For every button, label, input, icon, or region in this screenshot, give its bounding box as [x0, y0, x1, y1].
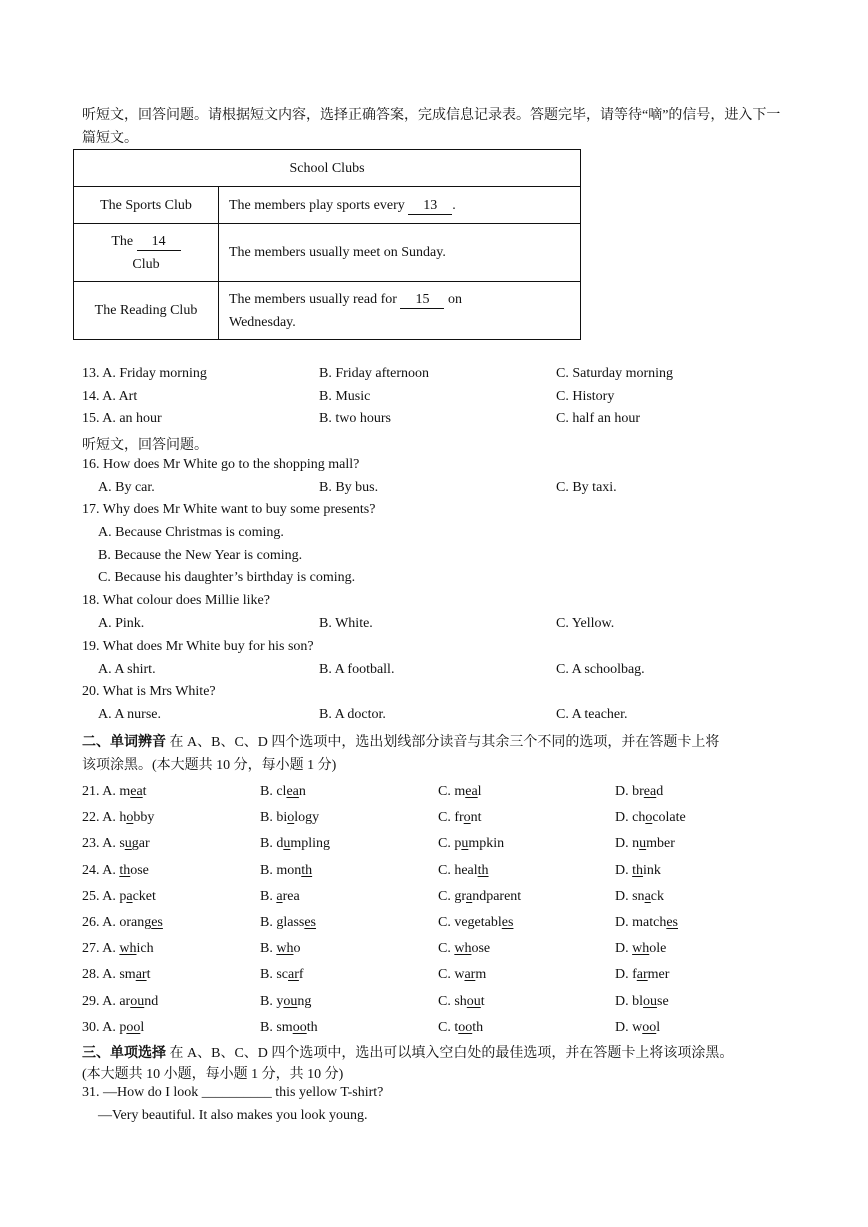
phonics-option: C. pumpkin — [438, 836, 505, 852]
section-2-heading: 二、单词辨音 在 A、B、C、D 四个选项中，选出划线部分读音与其余三个不同的选项，并在答题卡上将 — [82, 735, 720, 750]
phonics-option: 24. A. those — [82, 862, 149, 878]
underlined-letters: o — [287, 810, 295, 826]
option-16c: C. By taxi. — [556, 480, 617, 495]
underlined-letters: ar — [135, 967, 147, 983]
underlined-letters: oo — [642, 1019, 657, 1035]
phonics-option: 27. A. which — [82, 941, 154, 957]
phonics-option: D. blouse — [615, 993, 669, 1009]
club-name: The Sports Club — [74, 187, 219, 224]
underlined-letters: oo — [126, 1019, 141, 1035]
option-20c: C. A teacher. — [556, 707, 628, 722]
underlined-letters: ea — [465, 784, 478, 799]
underlined-letters: wh — [632, 941, 650, 957]
option-18c: C. Yellow. — [556, 616, 615, 631]
underlined-letters: u — [639, 836, 647, 852]
underlined-letters: wh — [454, 941, 472, 957]
answer-blank: __________ — [201, 1085, 272, 1100]
phonics-option: B. month — [260, 862, 313, 878]
phonics-option: D. think — [615, 862, 661, 878]
phonics-option: B. dumpling — [260, 836, 331, 852]
phonics-option: B. biology — [260, 810, 320, 826]
underlined-letters: es — [304, 915, 317, 930]
underlined-letters: o — [126, 810, 134, 826]
phonics-option: D. bread — [615, 784, 664, 799]
phonics-option: D. whole — [615, 941, 667, 957]
underlined-letters: oo — [458, 1019, 473, 1035]
phonics-option: C. front — [438, 810, 482, 826]
phonics-option: B. young — [260, 993, 312, 1009]
phonics-option: 21. A. meat — [82, 784, 147, 799]
underlined-letters: u — [461, 836, 469, 852]
section-3-description: (本大题共 10 小题，每小题 1 分，共 10 分) — [82, 1067, 344, 1082]
answer-blank: 13 — [408, 198, 452, 215]
option-19a: A. A shirt. — [98, 662, 156, 677]
phonics-option: B. scarf — [260, 967, 304, 983]
answer-blank: 14 — [137, 234, 181, 251]
option-13b: B. Friday afternoon — [319, 366, 430, 381]
underlined-letters: ea — [286, 784, 299, 799]
club-name: The Reading Club — [74, 282, 219, 340]
underlined-letters: a — [276, 888, 283, 904]
phonics-option: C. meal — [438, 784, 482, 799]
phonics-option: C. tooth — [438, 1019, 484, 1035]
question-20: 20. What is Mrs White? — [82, 684, 216, 699]
phonics-option: D. wool — [615, 1019, 661, 1035]
option-19b: B. A football. — [319, 662, 395, 677]
question-17: 17. Why does Mr White want to buy some presents? — [82, 502, 376, 517]
phonics-option: C. health — [438, 862, 489, 878]
club-description: The members usually meet on Sunday. — [219, 224, 581, 282]
option-20b: B. A doctor. — [319, 707, 386, 722]
answer-blank: 15 — [400, 292, 444, 309]
underlined-letters: o — [463, 810, 471, 826]
phonics-option: D. number — [615, 836, 675, 852]
underlined-letters: th — [632, 862, 644, 878]
phonics-option: C. warm — [438, 967, 487, 983]
phonics-option: 23. A. sugar — [82, 836, 150, 852]
phonics-option: C. whose — [438, 941, 491, 957]
table-row — [74, 187, 581, 224]
option-15a: 15. A. an hour — [82, 411, 162, 426]
club-name: The 14 Club — [74, 224, 219, 282]
school-clubs-table — [73, 149, 581, 340]
underlined-letters: th — [301, 862, 313, 878]
listening-instructions-2: 听短文，回答问题。 — [82, 438, 208, 453]
table-row — [74, 282, 581, 340]
phonics-option: C. vegetables — [438, 915, 514, 930]
option-14c: C. History — [556, 389, 615, 404]
option-17b: B. Because the New Year is coming. — [98, 548, 303, 563]
option-20a: A. A nurse. — [98, 707, 161, 722]
phonics-option: B. glasses — [260, 915, 317, 930]
phonics-option: D. chocolate — [615, 810, 686, 826]
option-14a: 14. A. Art — [82, 389, 138, 404]
club-description: The members usually read for 15 on Wednesday. — [219, 282, 581, 340]
section-3-heading: 三、单项选择 在 A、B、C、D 四个选项中，选出可以填入空白处的最佳选项，并在答题卡上将该项涂黑。 — [82, 1046, 734, 1061]
option-19c: C. A schoolbag. — [556, 662, 645, 677]
phonics-option: B. area — [260, 888, 300, 904]
phonics-option: B. smooth — [260, 1019, 318, 1035]
underlined-letters: es — [501, 915, 514, 930]
underlined-letters: ea — [130, 784, 143, 799]
underlined-letters: a — [644, 888, 651, 904]
underlined-letters: a — [466, 888, 473, 904]
question-16: 16. How does Mr White go to the shopping mall? — [82, 457, 360, 472]
phonics-option: 29. A. around — [82, 993, 159, 1009]
underlined-letters: o — [645, 810, 653, 826]
phonics-option: B. clean — [260, 784, 306, 799]
underlined-letters: ar — [464, 967, 476, 983]
phonics-option: B. who — [260, 941, 301, 957]
option-18b: B. White. — [319, 616, 373, 631]
listening-instructions: 听短文，回答问题。请根据短文内容，选择正确答案，完成信息记录表。答题完毕，请等待“嘀”的信号，进入下一篇短文。 — [82, 108, 781, 146]
underlined-letters: a — [126, 888, 133, 904]
option-14b: B. Music — [319, 389, 371, 404]
option-18a: A. Pink. — [98, 616, 145, 631]
table-row — [74, 224, 581, 282]
option-13a: 13. A. Friday morning — [82, 366, 207, 381]
section-2-description: 该项涂黑。(本大题共 10 分，每小题 1 分) — [82, 758, 337, 773]
option-17c: C. Because his daughter’s birthday is coming. — [98, 570, 356, 585]
question-31-response: —Very beautiful. It also makes you look young. — [98, 1108, 368, 1123]
option-13c: C. Saturday morning — [556, 366, 674, 381]
phonics-option: 25. A. packet — [82, 888, 156, 904]
question-18: 18. What colour does Millie like? — [82, 593, 270, 608]
phonics-option: C. grandparent — [438, 888, 522, 904]
phonics-option: C. shout — [438, 993, 485, 1009]
option-15c: C. half an hour — [556, 411, 640, 426]
phonics-option: D. snack — [615, 888, 664, 904]
underlined-letters: es — [151, 915, 163, 930]
phonics-option: 22. A. hobby — [82, 810, 155, 826]
underlined-letters: u — [124, 836, 132, 852]
underlined-letters: wh — [276, 941, 294, 957]
underlined-letters: es — [666, 915, 678, 930]
question-31: 31. —How do I look __________ this yellow T-shirt? — [82, 1085, 384, 1100]
underlined-letters: th — [477, 862, 489, 878]
table-title: School Clubs — [74, 150, 581, 187]
underlined-letters: u — [283, 836, 291, 852]
underlined-letters: ar — [288, 967, 299, 983]
option-16b: B. By bus. — [319, 480, 379, 495]
underlined-letters: ou — [130, 993, 145, 1009]
underlined-letters: wh — [119, 941, 137, 957]
underlined-letters: ou — [283, 993, 298, 1009]
underlined-letters: th — [119, 862, 131, 878]
option-15b: B. two hours — [319, 411, 391, 426]
underlined-letters: ea — [643, 784, 657, 799]
phonics-option: 30. A. pool — [82, 1019, 145, 1035]
option-17a: A. Because Christmas is coming. — [98, 525, 284, 540]
phonics-option: 26. A. oranges — [82, 915, 163, 930]
question-19: 19. What does Mr White buy for his son? — [82, 639, 314, 654]
phonics-option: 28. A. smart — [82, 967, 151, 983]
underlined-letters: ou — [643, 993, 657, 1009]
phonics-option: D. matches — [615, 915, 678, 930]
underlined-letters: ar — [636, 967, 648, 983]
phonics-option: D. farmer — [615, 967, 670, 983]
club-description: The members play sports every 13 . — [219, 187, 581, 224]
option-16a: A. By car. — [98, 480, 155, 495]
underlined-letters: ou — [466, 993, 481, 1009]
underlined-letters: oo — [292, 1019, 307, 1035]
